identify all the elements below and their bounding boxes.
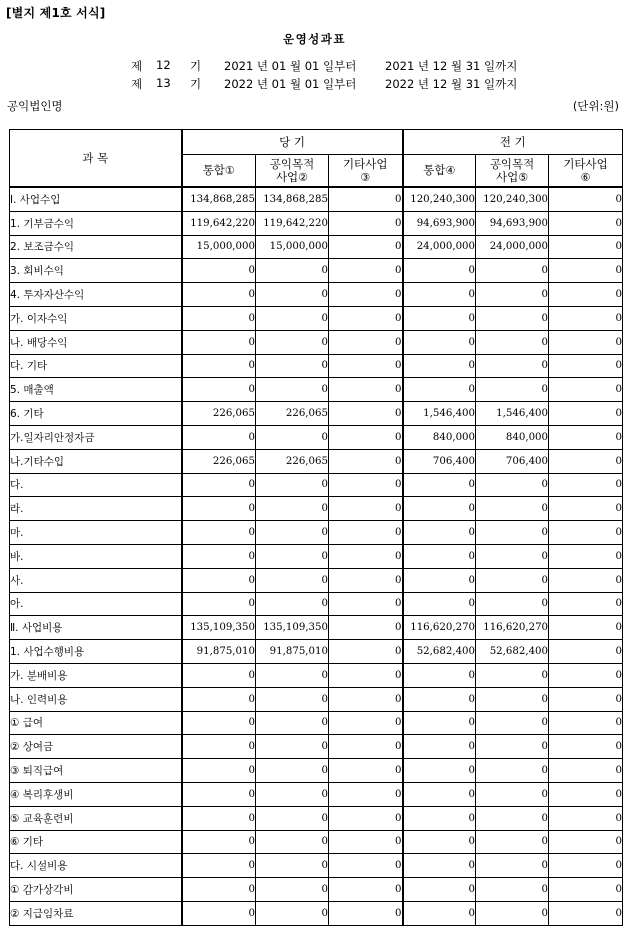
row-label: 3. 회비수익 xyxy=(10,259,182,283)
table-row xyxy=(10,878,623,902)
row-label: 나.기타수입 xyxy=(10,449,182,473)
value-cell: 0 xyxy=(182,544,256,568)
value-cell: 0 xyxy=(403,283,476,307)
value-cell: 0 xyxy=(549,592,623,616)
table-row xyxy=(10,402,623,426)
unit-label: (단위:원) xyxy=(572,99,619,113)
item-header: 과 목 xyxy=(10,130,182,188)
value-cell: 0 xyxy=(256,806,329,830)
row-label: ② 지급임차료 xyxy=(10,901,182,925)
value-cell: 0 xyxy=(256,283,329,307)
period-number: 13 xyxy=(156,76,171,90)
value-cell: 0 xyxy=(403,901,476,925)
value-cell: 0 xyxy=(329,449,403,473)
value-cell: 0 xyxy=(256,711,329,735)
value-cell: 0 xyxy=(549,544,623,568)
value-cell: 1,546,400 xyxy=(403,402,476,426)
period-to: 2022 년 12 월 31 일까지 xyxy=(385,77,518,91)
value-cell: 0 xyxy=(256,544,329,568)
value-cell: 0 xyxy=(182,425,256,449)
column-marker: ③ xyxy=(360,170,371,184)
value-cell: 0 xyxy=(403,259,476,283)
value-cell: 0 xyxy=(329,521,403,545)
value-cell: 0 xyxy=(476,473,549,497)
row-label: ① 급여 xyxy=(10,711,182,735)
value-cell: 0 xyxy=(549,687,623,711)
value-cell: 0 xyxy=(403,759,476,783)
value-cell: 0 xyxy=(329,640,403,664)
value-cell: 0 xyxy=(182,782,256,806)
row-label: 사. xyxy=(10,568,182,592)
value-cell: 0 xyxy=(476,735,549,759)
value-cell: 0 xyxy=(329,306,403,330)
value-cell: 0 xyxy=(403,830,476,854)
value-cell: 0 xyxy=(476,830,549,854)
column-marker: ② xyxy=(298,170,309,184)
period-prefix: 제 xyxy=(131,59,143,73)
value-cell: 0 xyxy=(549,521,623,545)
value-cell: 0 xyxy=(549,425,623,449)
table-row xyxy=(10,616,623,640)
value-cell: 0 xyxy=(403,854,476,878)
value-cell: 226,065 xyxy=(256,402,329,426)
value-cell: 0 xyxy=(549,354,623,378)
period-to: 2021 년 12 월 31 일까지 xyxy=(385,59,518,73)
period-number: 12 xyxy=(156,58,171,72)
value-cell: 0 xyxy=(476,378,549,402)
value-cell: 0 xyxy=(476,759,549,783)
document-title: 운영성과표 xyxy=(282,32,347,46)
value-cell: 0 xyxy=(476,306,549,330)
value-cell: 0 xyxy=(403,306,476,330)
value-cell: 0 xyxy=(329,283,403,307)
value-cell: 0 xyxy=(329,187,403,211)
value-cell: 52,682,400 xyxy=(403,640,476,664)
value-cell: 0 xyxy=(476,663,549,687)
value-cell: 119,642,220 xyxy=(182,211,256,235)
row-label: 가. 분배비용 xyxy=(10,663,182,687)
table-row xyxy=(10,211,623,235)
row-label: ⑤ 교육훈련비 xyxy=(10,806,182,830)
value-cell: 0 xyxy=(256,306,329,330)
value-cell: 0 xyxy=(549,901,623,925)
table-row xyxy=(10,735,623,759)
column-header xyxy=(476,155,549,188)
table-row xyxy=(10,449,623,473)
value-cell: 0 xyxy=(329,259,403,283)
value-cell: 0 xyxy=(476,878,549,902)
table-row xyxy=(10,592,623,616)
value-cell: 135,109,350 xyxy=(256,616,329,640)
value-cell: 0 xyxy=(549,306,623,330)
value-cell: 0 xyxy=(329,901,403,925)
column-marker: ① xyxy=(224,164,235,177)
value-cell: 52,682,400 xyxy=(476,640,549,664)
value-cell: 0 xyxy=(256,378,329,402)
value-cell: 0 xyxy=(182,306,256,330)
row-label: 바. xyxy=(10,544,182,568)
value-cell: 0 xyxy=(476,283,549,307)
value-cell: 0 xyxy=(549,854,623,878)
value-cell: 0 xyxy=(403,687,476,711)
value-cell: 0 xyxy=(549,235,623,259)
company-name-label: 공익법인명 xyxy=(7,99,63,113)
value-cell: 0 xyxy=(476,782,549,806)
value-cell: 0 xyxy=(403,354,476,378)
value-cell: 0 xyxy=(256,497,329,521)
row-label: ③ 퇴직급여 xyxy=(10,759,182,783)
column-marker: ⑤ xyxy=(518,170,529,184)
row-label: 2. 보조금수익 xyxy=(10,235,182,259)
value-cell: 0 xyxy=(403,330,476,354)
value-cell: 94,693,900 xyxy=(403,211,476,235)
table-row xyxy=(10,354,623,378)
value-cell: 0 xyxy=(256,735,329,759)
table-row xyxy=(10,521,623,545)
value-cell: 0 xyxy=(329,711,403,735)
column-header-text: 공익목적 xyxy=(269,156,315,171)
value-cell: 0 xyxy=(256,259,329,283)
value-cell: 94,693,900 xyxy=(476,211,549,235)
value-cell: 0 xyxy=(549,806,623,830)
value-cell: 0 xyxy=(329,854,403,878)
value-cell: 0 xyxy=(329,759,403,783)
row-label: 5. 매출액 xyxy=(10,378,182,402)
value-cell: 0 xyxy=(549,735,623,759)
table-row xyxy=(10,378,623,402)
column-marker: ④ xyxy=(445,164,456,177)
value-cell: 0 xyxy=(403,663,476,687)
row-label: 라. xyxy=(10,497,182,521)
row-label: 나. 인력비용 xyxy=(10,687,182,711)
value-cell: 0 xyxy=(182,592,256,616)
value-cell: 0 xyxy=(182,830,256,854)
value-cell: 0 xyxy=(256,782,329,806)
row-label: 가. 이자수익 xyxy=(10,306,182,330)
value-cell: 0 xyxy=(476,568,549,592)
value-cell: 0 xyxy=(549,187,623,211)
value-cell: 0 xyxy=(549,497,623,521)
row-label: 1. 기부금수익 xyxy=(10,211,182,235)
value-cell: 0 xyxy=(256,473,329,497)
row-label: 마. xyxy=(10,521,182,545)
column-header-text: 통합 xyxy=(423,163,446,177)
column-header-text: 기타사업 xyxy=(563,156,608,171)
value-cell: 0 xyxy=(476,354,549,378)
value-cell: 0 xyxy=(403,711,476,735)
column-header-text: 기타사업 xyxy=(343,156,388,171)
value-cell: 0 xyxy=(256,330,329,354)
value-cell: 0 xyxy=(329,211,403,235)
table-row xyxy=(10,759,623,783)
value-cell: 0 xyxy=(403,521,476,545)
value-cell: 0 xyxy=(403,473,476,497)
value-cell: 0 xyxy=(182,497,256,521)
value-cell: 0 xyxy=(549,878,623,902)
value-cell: 226,065 xyxy=(182,449,256,473)
value-cell: 0 xyxy=(549,759,623,783)
value-cell: 0 xyxy=(182,568,256,592)
column-header-text: 공익목적 xyxy=(489,156,535,171)
row-label: Ⅱ. 사업비용 xyxy=(10,616,182,640)
value-cell: 0 xyxy=(549,378,623,402)
value-cell: 0 xyxy=(329,878,403,902)
row-label: 다. xyxy=(10,473,182,497)
value-cell: 0 xyxy=(182,259,256,283)
value-cell: 0 xyxy=(256,687,329,711)
value-cell: 0 xyxy=(329,473,403,497)
value-cell: 0 xyxy=(182,473,256,497)
table-row xyxy=(10,330,623,354)
value-cell: 0 xyxy=(476,330,549,354)
table-row xyxy=(10,497,623,521)
value-cell: 0 xyxy=(329,830,403,854)
table-row xyxy=(10,806,623,830)
column-header-text: 통합 xyxy=(202,163,225,177)
period-from: 2022 년 01 월 01 일부터 xyxy=(224,77,357,91)
value-cell: 226,065 xyxy=(182,402,256,426)
period-suffix: 기 xyxy=(190,77,202,91)
column-marker: ⑥ xyxy=(580,170,591,184)
column-header xyxy=(549,155,623,188)
value-cell: 0 xyxy=(476,806,549,830)
table-row xyxy=(10,544,623,568)
value-cell: 0 xyxy=(476,854,549,878)
value-cell: 1,546,400 xyxy=(476,402,549,426)
row-label: 나. 배당수익 xyxy=(10,330,182,354)
value-cell: 0 xyxy=(256,592,329,616)
value-cell: 0 xyxy=(549,330,623,354)
value-cell: 116,620,270 xyxy=(476,616,549,640)
column-header-text-line2: 사업 xyxy=(275,169,299,184)
value-cell: 706,400 xyxy=(476,449,549,473)
value-cell: 0 xyxy=(329,330,403,354)
value-cell: 0 xyxy=(182,854,256,878)
table-row xyxy=(10,235,623,259)
value-cell: 0 xyxy=(549,402,623,426)
value-cell: 0 xyxy=(182,378,256,402)
operating-results-table xyxy=(9,129,623,926)
row-label: ② 상여금 xyxy=(10,735,182,759)
value-cell: 24,000,000 xyxy=(403,235,476,259)
table-row xyxy=(10,187,623,211)
value-cell: 91,875,010 xyxy=(182,640,256,664)
value-cell: 0 xyxy=(182,878,256,902)
table-row xyxy=(10,473,623,497)
row-label: 다. 기타 xyxy=(10,354,182,378)
value-cell: 0 xyxy=(256,878,329,902)
value-cell: 0 xyxy=(403,735,476,759)
row-label: 아. xyxy=(10,592,182,616)
value-cell: 135,109,350 xyxy=(182,616,256,640)
value-cell: 0 xyxy=(256,354,329,378)
value-cell: 226,065 xyxy=(256,449,329,473)
value-cell: 0 xyxy=(329,425,403,449)
table-row xyxy=(10,901,623,925)
value-cell: 0 xyxy=(182,806,256,830)
value-cell: 0 xyxy=(549,616,623,640)
value-cell: 0 xyxy=(329,235,403,259)
value-cell: 0 xyxy=(403,592,476,616)
table-row xyxy=(10,663,623,687)
value-cell: 840,000 xyxy=(476,425,549,449)
value-cell: 0 xyxy=(256,568,329,592)
row-label: ⑥ 기타 xyxy=(10,830,182,854)
value-cell: 0 xyxy=(549,449,623,473)
value-cell: 0 xyxy=(256,759,329,783)
table-row xyxy=(10,687,623,711)
value-cell: 0 xyxy=(549,473,623,497)
value-cell: 0 xyxy=(549,283,623,307)
value-cell: 0 xyxy=(182,330,256,354)
row-label: 다. 시설비용 xyxy=(10,854,182,878)
period-from: 2021 년 01 월 01 일부터 xyxy=(224,59,357,73)
row-label: 4. 투자자산수익 xyxy=(10,283,182,307)
value-cell: 0 xyxy=(476,592,549,616)
period-suffix: 기 xyxy=(190,59,202,73)
value-cell: 0 xyxy=(182,759,256,783)
value-cell: 0 xyxy=(329,354,403,378)
value-cell: 0 xyxy=(329,378,403,402)
column-header xyxy=(403,155,476,188)
value-cell: 0 xyxy=(549,211,623,235)
value-cell: 0 xyxy=(549,568,623,592)
value-cell: 0 xyxy=(476,687,549,711)
value-cell: 91,875,010 xyxy=(256,640,329,664)
table-row xyxy=(10,568,623,592)
value-cell: 0 xyxy=(329,592,403,616)
form-label: [별지 제1호 서식] xyxy=(6,6,106,20)
table-row xyxy=(10,259,623,283)
value-cell: 0 xyxy=(182,901,256,925)
value-cell: 0 xyxy=(256,854,329,878)
period-prefix: 제 xyxy=(131,77,143,91)
value-cell: 0 xyxy=(549,663,623,687)
value-cell: 840,000 xyxy=(403,425,476,449)
value-cell: 0 xyxy=(182,687,256,711)
table-row xyxy=(10,306,623,330)
value-cell: 15,000,000 xyxy=(182,235,256,259)
value-cell: 120,240,300 xyxy=(403,187,476,211)
value-cell: 0 xyxy=(329,782,403,806)
value-cell: 0 xyxy=(403,544,476,568)
value-cell: 0 xyxy=(256,830,329,854)
value-cell: 0 xyxy=(329,735,403,759)
value-cell: 15,000,000 xyxy=(256,235,329,259)
value-cell: 0 xyxy=(182,354,256,378)
value-cell: 706,400 xyxy=(403,449,476,473)
column-header xyxy=(256,155,329,188)
value-cell: 0 xyxy=(329,568,403,592)
value-cell: 0 xyxy=(256,663,329,687)
value-cell: 0 xyxy=(403,497,476,521)
table-row xyxy=(10,283,623,307)
value-cell: 0 xyxy=(329,663,403,687)
value-cell: 0 xyxy=(549,640,623,664)
row-label: ④ 복리후생비 xyxy=(10,782,182,806)
table-row xyxy=(10,711,623,735)
value-cell: 0 xyxy=(403,782,476,806)
value-cell: 119,642,220 xyxy=(256,211,329,235)
table-row xyxy=(10,782,623,806)
value-cell: 0 xyxy=(549,259,623,283)
row-label: Ⅰ. 사업수입 xyxy=(10,187,182,211)
value-cell: 0 xyxy=(182,521,256,545)
value-cell: 0 xyxy=(329,497,403,521)
value-cell: 134,868,285 xyxy=(256,187,329,211)
value-cell: 0 xyxy=(329,687,403,711)
value-cell: 0 xyxy=(256,901,329,925)
value-cell: 0 xyxy=(403,568,476,592)
value-cell: 134,868,285 xyxy=(182,187,256,211)
prior-period-header: 전 기 xyxy=(403,130,623,155)
value-cell: 0 xyxy=(549,711,623,735)
value-cell: 0 xyxy=(182,283,256,307)
table-row xyxy=(10,640,623,664)
value-cell: 0 xyxy=(476,521,549,545)
value-cell: 0 xyxy=(476,259,549,283)
row-label: 6. 기타 xyxy=(10,402,182,426)
column-header xyxy=(182,155,256,188)
value-cell: 0 xyxy=(329,616,403,640)
value-cell: 0 xyxy=(549,782,623,806)
value-cell: 0 xyxy=(256,425,329,449)
value-cell: 0 xyxy=(476,901,549,925)
value-cell: 116,620,270 xyxy=(403,616,476,640)
table-row xyxy=(10,425,623,449)
value-cell: 0 xyxy=(182,711,256,735)
table-row xyxy=(10,854,623,878)
value-cell: 0 xyxy=(329,402,403,426)
value-cell: 0 xyxy=(476,544,549,568)
value-cell: 24,000,000 xyxy=(476,235,549,259)
row-label: 가.일자리안정자금 xyxy=(10,425,182,449)
value-cell: 0 xyxy=(476,497,549,521)
value-cell: 0 xyxy=(329,544,403,568)
value-cell: 0 xyxy=(403,878,476,902)
value-cell: 0 xyxy=(549,830,623,854)
value-cell: 0 xyxy=(329,806,403,830)
row-label: ① 감가상각비 xyxy=(10,878,182,902)
value-cell: 0 xyxy=(256,521,329,545)
row-label: 1. 사업수행비용 xyxy=(10,640,182,664)
column-header-text-line2: 사업 xyxy=(495,169,519,184)
value-cell: 0 xyxy=(182,735,256,759)
value-cell: 0 xyxy=(182,663,256,687)
column-header xyxy=(329,155,403,188)
value-cell: 0 xyxy=(476,711,549,735)
value-cell: 0 xyxy=(403,378,476,402)
value-cell: 0 xyxy=(403,806,476,830)
current-period-header: 당 기 xyxy=(182,130,403,155)
table-row xyxy=(10,830,623,854)
value-cell: 120,240,300 xyxy=(476,187,549,211)
